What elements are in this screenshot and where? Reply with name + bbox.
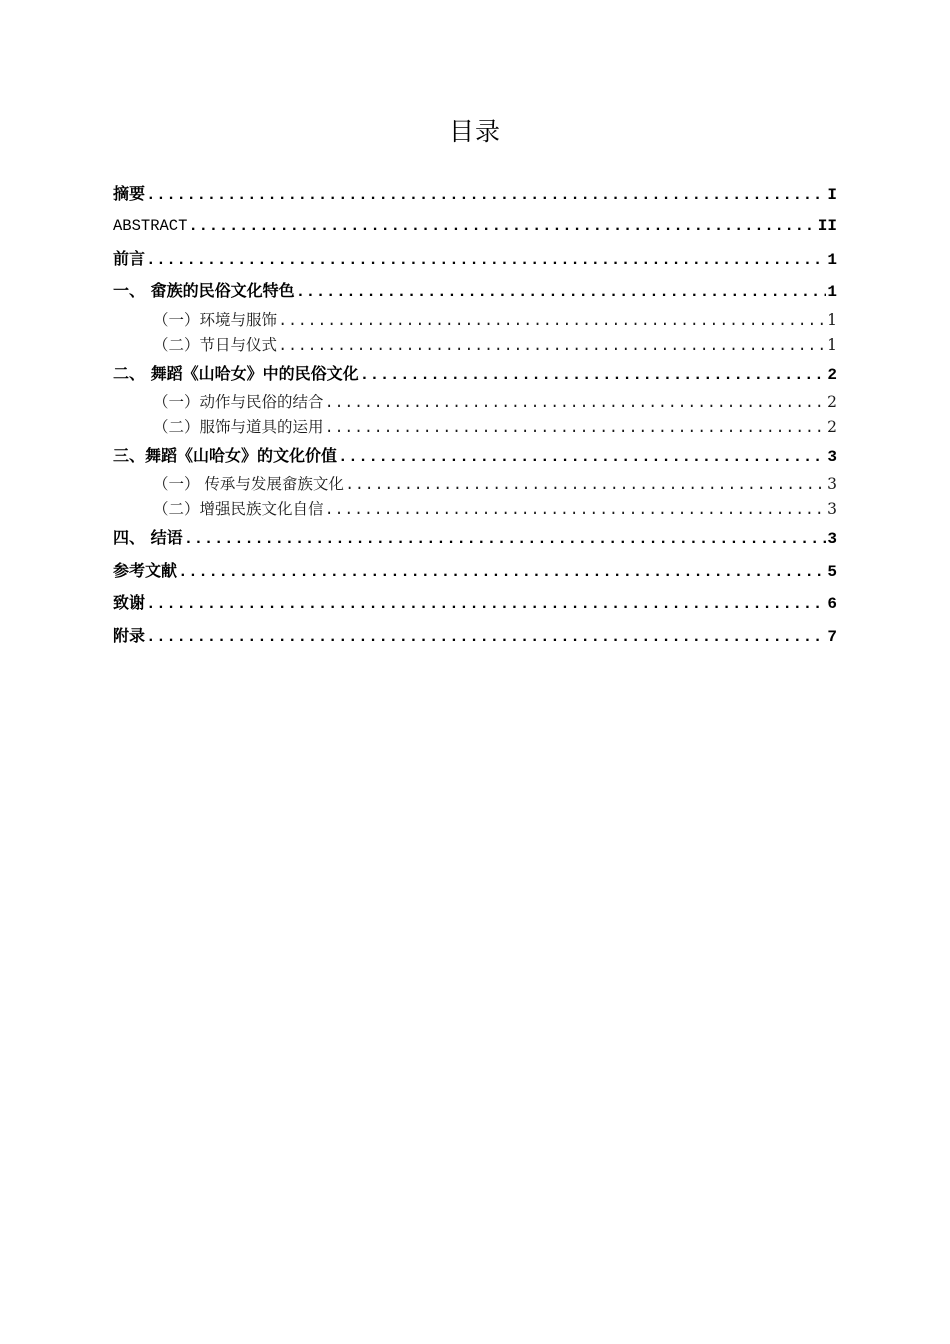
toc-entry-section-1-1[interactable] <box>113 308 837 333</box>
toc-entry-page: 7 <box>827 627 837 646</box>
toc-entry-page: 3 <box>827 447 837 466</box>
toc-entry-page: I <box>827 186 837 204</box>
toc-dot-leader <box>184 523 827 554</box>
toc-entry-label: （一） 传承与发展畲族文化 <box>153 475 344 494</box>
toc-entry-label: （二）节日与仪式 <box>153 335 278 354</box>
toc-dot-leader <box>146 244 826 275</box>
toc-dot-leader <box>146 621 826 652</box>
toc-entry-section-1-2[interactable] <box>113 333 837 358</box>
toc-dot-leader <box>278 334 826 358</box>
toc-entry-chapter-3[interactable] <box>113 440 837 472</box>
toc-dot-leader <box>345 473 826 497</box>
toc-entry-page: 1 <box>827 310 837 329</box>
toc-entry-label: 三、舞蹈《山哈女》的文化价值 <box>113 445 338 465</box>
toc-entry-page: 6 <box>827 595 837 614</box>
toc-entry-page: 1 <box>827 250 837 269</box>
toc-entry-page: 2 <box>827 392 837 411</box>
toc-dot-leader <box>146 179 826 210</box>
toc-entry-label: 前言 <box>113 248 146 268</box>
toc-entry-page: 3 <box>827 475 837 494</box>
toc-entry-acknowledgements[interactable] <box>113 587 837 619</box>
toc-entry-appendix[interactable] <box>113 620 837 652</box>
toc-entry-page: 2 <box>827 417 837 436</box>
toc-entry-label: 四、 结语 <box>113 528 183 548</box>
toc-entry-references[interactable] <box>113 555 837 587</box>
toc-entry-label: 附录 <box>113 625 146 645</box>
toc-dot-leader <box>146 588 826 619</box>
toc-dot-leader <box>325 391 827 415</box>
toc-entry-label: 一、 畲族的民俗文化特色 <box>113 281 295 301</box>
toc-dot-leader <box>178 556 826 587</box>
toc-entry-page: 1 <box>827 335 837 354</box>
toc-entry-page: II <box>817 217 837 236</box>
toc-dot-leader <box>338 441 826 472</box>
toc-entry-abstract-en[interactable] <box>113 210 837 242</box>
toc-entry-label: ABSTRACT <box>113 217 188 236</box>
toc-entry-section-2-2[interactable] <box>113 415 837 440</box>
toc-entry-page: 3 <box>827 500 837 519</box>
page-title: 目录 <box>448 117 501 146</box>
toc-entry-chapter-1[interactable] <box>113 275 837 307</box>
toc-dot-leader <box>188 210 816 242</box>
toc-entry-section-2-1[interactable] <box>113 390 837 415</box>
toc-dot-leader <box>296 276 827 307</box>
table-of-contents <box>113 178 837 652</box>
toc-entry-page: 2 <box>827 365 837 384</box>
toc-entry-chapter-2[interactable] <box>113 358 837 390</box>
toc-entry-label: 二、 舞蹈《山哈女》中的民俗文化 <box>113 363 359 383</box>
toc-entry-label: （一）环境与服饰 <box>153 310 278 329</box>
toc-entry-section-3-2[interactable] <box>113 497 837 522</box>
toc-entry-preface[interactable] <box>113 243 837 275</box>
toc-entry-page: 1 <box>827 283 837 302</box>
toc-dot-leader <box>325 498 827 522</box>
toc-entry-label: （二）服饰与道具的运用 <box>153 417 324 436</box>
toc-dot-leader <box>360 359 827 390</box>
toc-entry-label: （一）动作与民俗的结合 <box>153 392 324 411</box>
toc-entry-label: 参考文献 <box>113 560 178 580</box>
toc-entry-section-3-1[interactable] <box>113 472 837 497</box>
toc-entry-page: 3 <box>827 530 837 549</box>
toc-entry-abstract-cn[interactable] <box>113 178 837 210</box>
toc-dot-leader <box>325 416 827 440</box>
toc-entry-label: （二）增强民族文化自信 <box>153 500 324 519</box>
toc-entry-chapter-4[interactable] <box>113 522 837 554</box>
toc-dot-leader <box>278 309 826 333</box>
toc-entry-label: 摘要 <box>113 184 146 203</box>
toc-entry-page: 5 <box>827 562 837 581</box>
toc-entry-label: 致谢 <box>113 593 146 613</box>
